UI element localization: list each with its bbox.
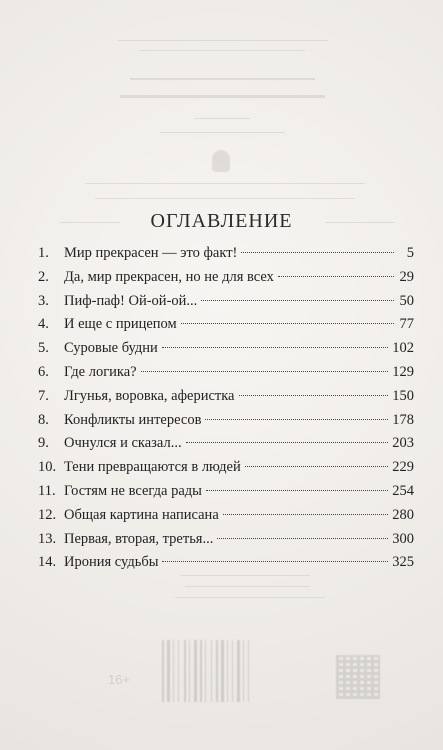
toc-dot-leader bbox=[245, 466, 389, 467]
toc-entry-page: 77 bbox=[399, 316, 414, 333]
toc-entry-title: И еще с прицепом bbox=[64, 316, 177, 333]
toc-entry-title: Общая картина написана bbox=[64, 506, 219, 523]
toc-entry-number: 13. bbox=[38, 530, 57, 547]
toc-entry-title: Пиф-паф! Ой-ой-ой... bbox=[64, 292, 198, 309]
toc-entry-number: 4. bbox=[38, 316, 49, 333]
barcode-bar bbox=[178, 640, 179, 702]
barcode-bar bbox=[248, 640, 249, 702]
toc-entry-number: 3. bbox=[38, 292, 49, 309]
toc-entry bbox=[38, 364, 414, 388]
toc-dot-leader bbox=[278, 276, 394, 277]
barcode-bar bbox=[189, 640, 190, 702]
toc-dot-leader bbox=[206, 490, 388, 491]
toc-entry-title: Где логика? bbox=[64, 363, 137, 380]
barcode-bar bbox=[200, 640, 202, 702]
toc-entry-page: 5 bbox=[406, 245, 414, 261]
toc-dot-leader bbox=[201, 300, 394, 301]
toc-dot-leader bbox=[141, 371, 389, 372]
barcode-bar bbox=[227, 640, 228, 702]
barcode-bar bbox=[232, 640, 233, 702]
toc-entry-page: 254 bbox=[392, 482, 414, 499]
toc-entry-title: Да, мир прекрасен, но не для всех bbox=[64, 268, 274, 285]
emblem-icon bbox=[212, 150, 230, 172]
toc-entry-number: 11. bbox=[38, 482, 56, 499]
bleed-through-line bbox=[175, 597, 325, 598]
toc-entry bbox=[38, 316, 414, 340]
bleed-through-line bbox=[118, 40, 328, 41]
toc-entry-title: Ирония судьбы bbox=[64, 554, 159, 571]
toc-entry-number: 14. bbox=[38, 554, 57, 571]
toc-entry-number: 9. bbox=[38, 435, 49, 452]
toc-entry-title: Очнулся и сказал... bbox=[64, 435, 182, 452]
toc-entry bbox=[38, 293, 414, 317]
bleed-through-line bbox=[85, 183, 365, 184]
toc-entry bbox=[38, 340, 414, 364]
toc-dot-leader bbox=[239, 395, 389, 396]
bleed-through-line bbox=[140, 50, 305, 51]
toc-entry-number: 2. bbox=[38, 268, 49, 285]
toc-dot-leader bbox=[223, 514, 389, 515]
barcode-bar bbox=[205, 640, 206, 702]
toc-entry-number: 12. bbox=[38, 506, 57, 523]
toc-entry-page: 300 bbox=[392, 530, 414, 547]
toc-entry-page: 102 bbox=[392, 340, 414, 357]
toc-list bbox=[38, 245, 414, 578]
barcode-bar bbox=[162, 640, 164, 702]
toc-entry-title: Суровые будни bbox=[64, 340, 158, 357]
toc-entry bbox=[38, 459, 414, 483]
qr-code bbox=[336, 655, 380, 699]
toc-entry-page: 29 bbox=[399, 268, 414, 285]
barcode-bar bbox=[237, 640, 240, 702]
barcode-bar bbox=[194, 640, 197, 702]
toc-entry bbox=[38, 435, 414, 459]
toc-entry-page: 178 bbox=[392, 411, 414, 428]
toc-dot-leader bbox=[241, 252, 394, 253]
bleed-through-line bbox=[185, 586, 310, 587]
toc-entry-page: 325 bbox=[392, 554, 414, 571]
toc-entry-title: Первая, вторая, третья... bbox=[64, 530, 214, 547]
barcode-bar bbox=[221, 640, 224, 702]
toc-entry-number: 8. bbox=[38, 411, 49, 428]
toc-entry-page: 229 bbox=[392, 459, 414, 476]
barcode-bar bbox=[167, 640, 170, 702]
toc-dot-leader bbox=[205, 419, 388, 420]
toc-entry-page: 50 bbox=[399, 292, 414, 309]
toc-entry bbox=[38, 531, 414, 555]
toc-dot-leader bbox=[162, 561, 388, 562]
toc-entry-page: 150 bbox=[392, 387, 414, 404]
age-rating: 16+ bbox=[108, 672, 131, 687]
toc-dot-leader bbox=[217, 538, 388, 539]
bleed-through-line bbox=[160, 132, 285, 133]
toc-dot-leader bbox=[186, 442, 389, 443]
toc-entry-page: 280 bbox=[392, 506, 414, 523]
bleed-through-line bbox=[130, 78, 315, 80]
toc-entry bbox=[38, 412, 414, 436]
barcode-bar bbox=[243, 640, 244, 702]
barcode-bar bbox=[184, 640, 186, 702]
toc-entry-title: Лгунья, воровка, аферистка bbox=[64, 387, 235, 404]
toc-entry-title: Тени превращаются в людей bbox=[64, 459, 241, 476]
toc-entry-title: Конфликты интересов bbox=[64, 411, 202, 428]
toc-entry bbox=[38, 245, 414, 269]
toc-entry bbox=[38, 269, 414, 293]
barcode-bar bbox=[211, 640, 212, 702]
barcode-bar bbox=[173, 640, 174, 702]
toc-entry-title: Гостям не всегда рады bbox=[64, 482, 202, 499]
toc-entry bbox=[38, 507, 414, 531]
toc-entry-number: 6. bbox=[38, 363, 49, 380]
barcode-bar bbox=[216, 640, 218, 702]
toc-entry-number: 7. bbox=[38, 387, 49, 404]
toc-entry-page: 129 bbox=[392, 363, 414, 380]
toc-entry-page: 203 bbox=[392, 435, 414, 452]
toc-title: ОГЛАВЛЕНИЕ bbox=[150, 210, 293, 232]
bleed-through-line bbox=[95, 198, 355, 199]
toc-entry-number: 5. bbox=[38, 340, 49, 357]
bleed-through-line bbox=[195, 118, 250, 119]
toc-dot-leader bbox=[162, 347, 388, 348]
toc-entry bbox=[38, 388, 414, 412]
bleed-through-line bbox=[120, 95, 325, 98]
toc-entry-number: 10. bbox=[38, 459, 57, 476]
toc-dot-leader bbox=[181, 323, 394, 324]
toc-entry bbox=[38, 554, 414, 578]
barcode bbox=[162, 640, 274, 702]
toc-entry-title: Мир прекрасен — это факт! bbox=[64, 245, 238, 261]
toc-entry bbox=[38, 483, 414, 507]
toc-entry-number: 1. bbox=[38, 245, 49, 261]
